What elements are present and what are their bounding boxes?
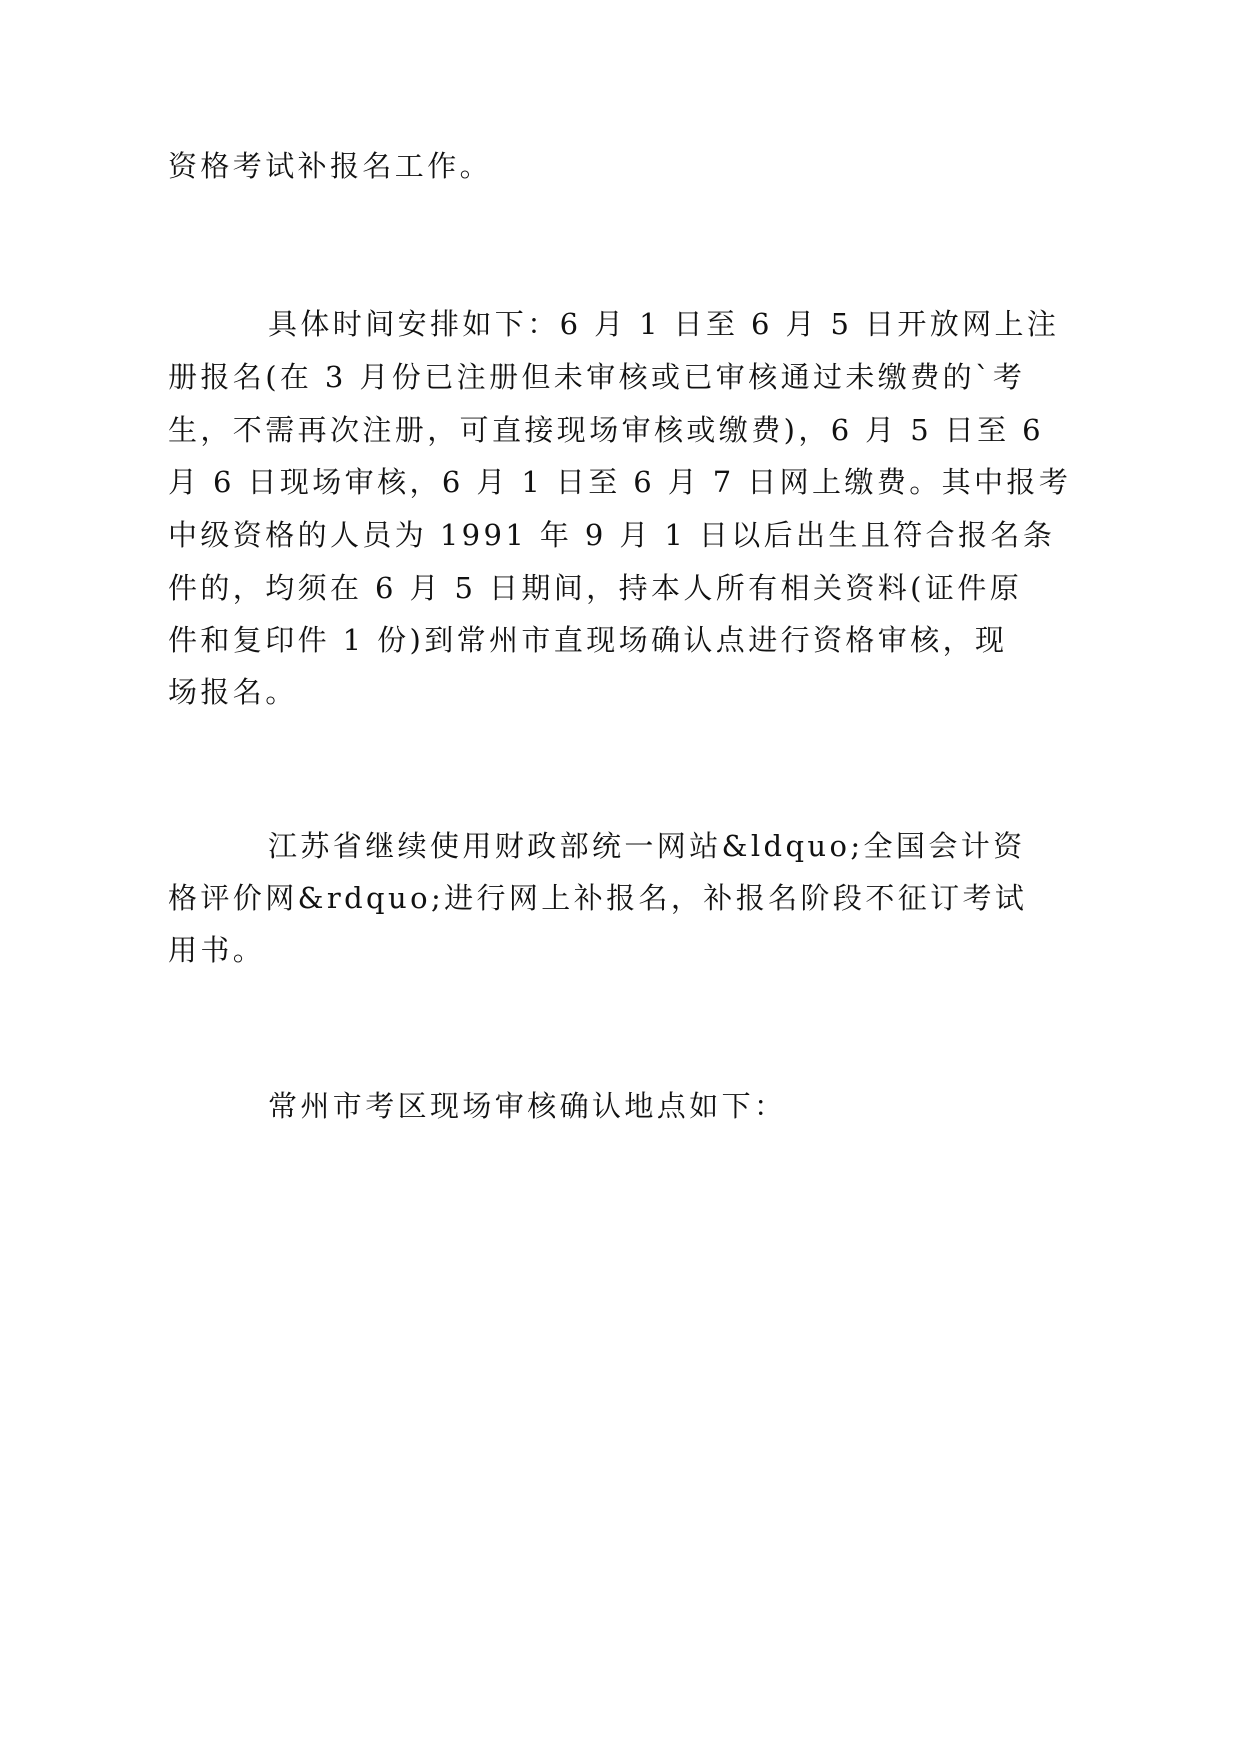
paragraph-1-line-1: 资格考试补报名工作。 xyxy=(168,149,493,183)
paragraph-3-line-3: 用书。 xyxy=(168,933,266,967)
paragraph-2-line-4: 月 6 日现场审核，6 月 1 日至 6 月 7 日网上缴费。其中报考 xyxy=(168,465,1072,499)
paragraph-2-line-5: 中级资格的人员为 1991 年 9 月 1 日以后出生且符合报名条 xyxy=(168,518,1056,552)
paragraph-2-line-7: 件和复印件 1 份)到常州市直现场确认点进行资格审核，现 xyxy=(168,623,1008,657)
paragraph-2-line-8: 场报名。 xyxy=(168,675,298,709)
paragraph-2-line-2: 册报名(在 3 月份已注册但未审核或已审核通过未缴费的`考 xyxy=(168,360,1026,394)
paragraph-3-line-1: 江苏省继续使用财政部统一网站&ldquo;全国会计资 xyxy=(268,829,1026,863)
paragraph-4-line-1: 常州市考区现场审核确认地点如下： xyxy=(268,1089,787,1123)
paragraph-3-line-2: 格评价网&rdquo;进行网上补报名，补报名阶段不征订考试 xyxy=(168,881,1028,915)
paragraph-2-line-6: 件的，均须在 6 月 5 日期间，持本人所有相关资料(证件原 xyxy=(168,571,1023,605)
paragraph-2-line-3: 生，不需再次注册，可直接现场审核或缴费)，6 月 5 日至 6 xyxy=(168,413,1044,447)
paragraph-2-line-1: 具体时间安排如下：6 月 1 日至 6 月 5 日开放网上注 xyxy=(268,307,1060,341)
